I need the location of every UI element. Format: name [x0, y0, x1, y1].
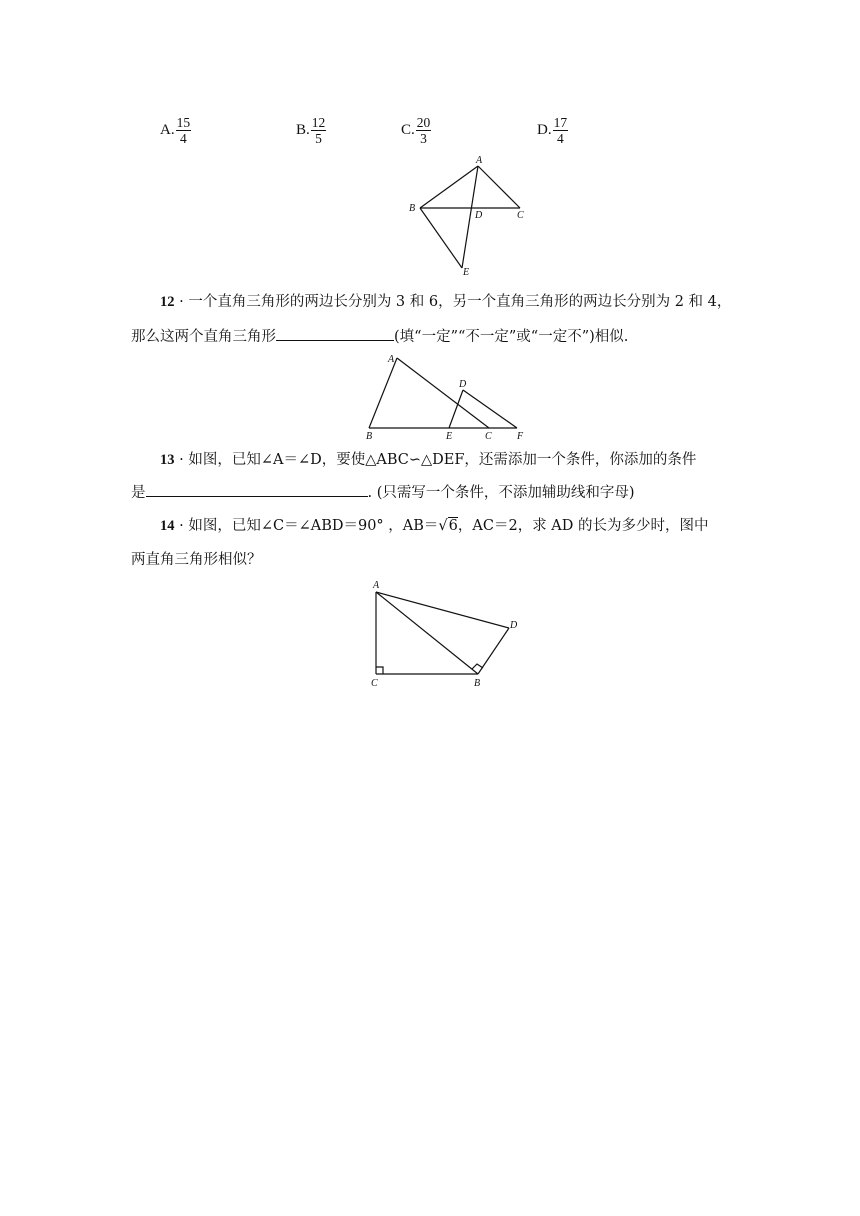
q13-answer-blank[interactable] [146, 482, 368, 497]
q12-number: 12 [160, 294, 175, 310]
label-b: B [474, 678, 481, 689]
figure-1 [400, 150, 540, 280]
label-a: A [476, 155, 483, 166]
option-fraction [311, 115, 327, 146]
figure-3 [365, 578, 530, 693]
segment-ad [376, 592, 509, 628]
option-a [160, 110, 191, 150]
fraction-denominator: 4 [556, 130, 564, 146]
option-fraction [553, 115, 569, 146]
sqrt-value: 6 [448, 518, 458, 534]
fraction-denominator: 4 [179, 130, 187, 146]
q14-line-2 [131, 550, 731, 570]
q14-number: 14 [160, 518, 175, 534]
segment-ab [420, 166, 478, 208]
option-fraction [416, 115, 432, 146]
q14-text-1-pre: 如图，已知∠C＝∠ABD＝90° ，AB＝ [188, 518, 439, 534]
q12-answer-blank[interactable] [276, 326, 394, 341]
label-a: A [388, 354, 395, 365]
label-c: C [517, 210, 524, 221]
option-letter: A. [160, 121, 175, 138]
segment-be [420, 208, 462, 268]
option-d [537, 110, 568, 150]
label-c: C [485, 431, 492, 442]
q13-text-2-pre: 是 [131, 485, 146, 501]
q12-text-2-pre: 那么这两个直角三角形 [131, 329, 276, 345]
option-letter: B. [296, 121, 310, 138]
figure-2 [360, 350, 535, 445]
q13-number: 13 [160, 452, 175, 468]
label-d: D [459, 379, 467, 390]
q13-line-1 [160, 450, 760, 470]
fraction-numerator: 15 [176, 114, 191, 130]
segment-ac [478, 166, 520, 208]
option-c [401, 110, 431, 150]
q14-line-1 [160, 516, 760, 536]
option-b [296, 110, 326, 150]
label-c: C [371, 678, 378, 689]
q14-text-1-post: ，AC＝2，求 AD 的长为多少时，图中 [457, 518, 709, 534]
q13-text-2-post: . (只需写一个条件，不添加辅助线和字母) [367, 485, 635, 501]
q14-separator: · [179, 518, 184, 534]
fraction-numerator: 20 [416, 114, 431, 130]
segment-ab [376, 592, 478, 674]
label-b: B [409, 203, 416, 214]
label-e: E [463, 267, 470, 278]
q12-separator: · [179, 294, 184, 310]
right-angle-mark-c [376, 667, 383, 674]
fraction-denominator: 3 [420, 130, 427, 146]
option-letter: D. [537, 121, 552, 138]
label-b: B [366, 431, 373, 442]
sqrt-sign: √ [438, 518, 448, 534]
segment-ab [369, 358, 397, 428]
label-e: E [446, 431, 453, 442]
option-letter: C. [401, 121, 415, 138]
label-a: A [373, 580, 380, 591]
segment-de [449, 390, 463, 428]
label-d: D [475, 210, 483, 221]
q12-text-1: 一个直角三角形的两边长分别为 3 和 6，另一个直角三角形的两边长分别为 2 和 4， [188, 294, 732, 310]
label-f: F [517, 431, 524, 442]
q13-separator: · [179, 452, 184, 468]
option-fraction [176, 115, 192, 146]
q13-line-2 [131, 482, 731, 503]
fraction-denominator: 5 [315, 130, 322, 146]
q13-text-1: 如图，已知∠A＝∠D，要使△ABC∽△DEF，还需添加一个条件，你添加的条件 [188, 452, 697, 468]
segment-ac [397, 358, 489, 428]
q12-line-1 [160, 292, 760, 312]
q12-text-2-post: (填“一定”“不一定”或“一定不”)相似. [394, 329, 629, 345]
label-d: D [510, 620, 518, 631]
fraction-numerator: 17 [553, 114, 568, 130]
segment-df [463, 390, 517, 428]
q14-text-2: 两直角三角形相似？ [131, 552, 262, 568]
q12-line-2 [131, 326, 731, 347]
fraction-numerator: 12 [311, 114, 326, 130]
